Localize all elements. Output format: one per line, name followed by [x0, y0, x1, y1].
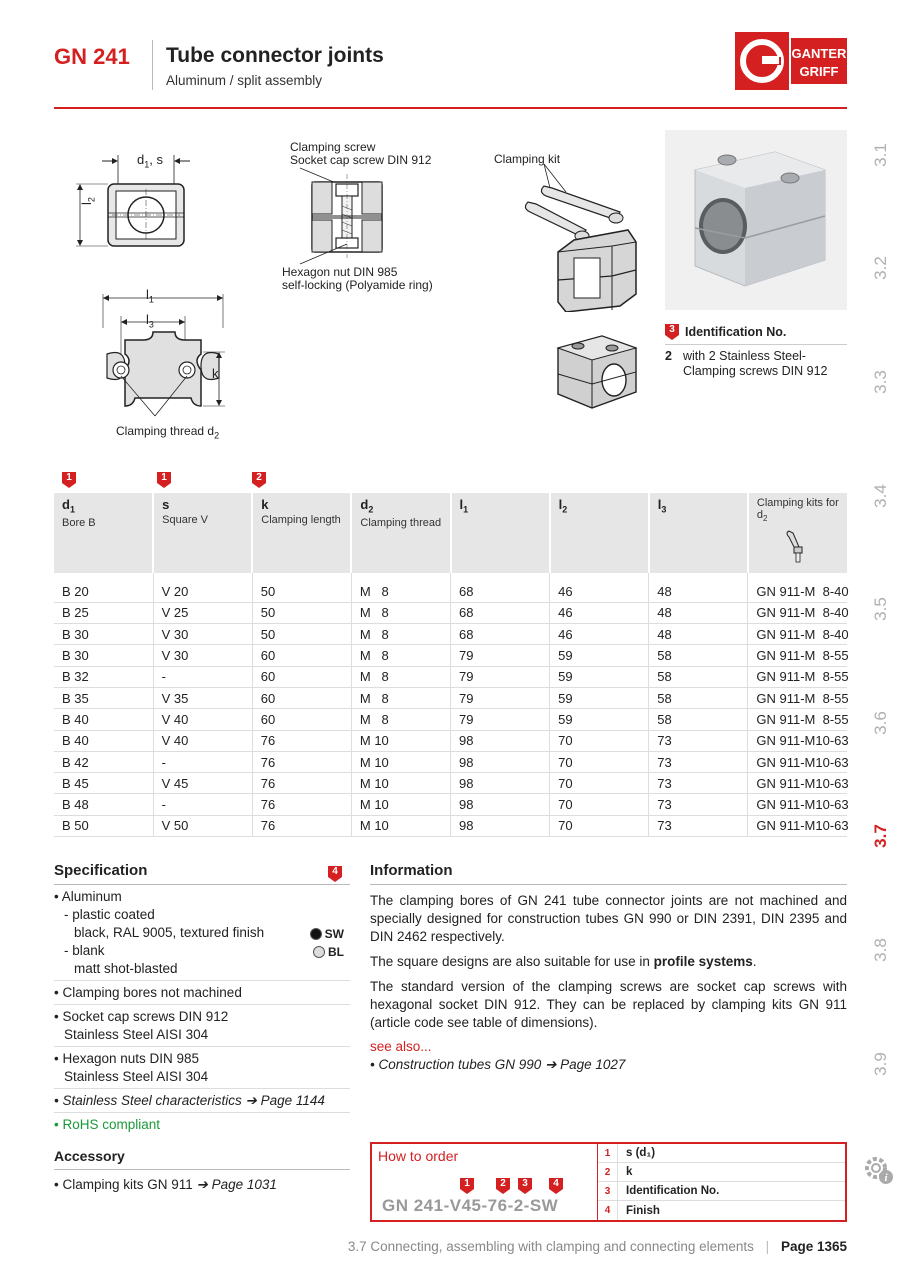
table-cell: B 25	[54, 602, 153, 623]
footer-separator: |	[765, 1239, 770, 1254]
table-row	[54, 773, 847, 794]
order-code: GN 241-V45-76-2-SW	[382, 1196, 559, 1215]
table-cell: V 20	[153, 581, 252, 602]
clamping-lever-icon	[785, 529, 839, 566]
footer-section: 3.7 Connecting, assembling with clamping and connecting elements	[347, 1239, 754, 1254]
table-row	[54, 751, 847, 772]
accessory-heading: Accessory	[54, 1148, 350, 1170]
drawing-section-view	[290, 166, 400, 271]
tab-3-8[interactable]: 3.8	[871, 938, 890, 962]
page-subtitle: Aluminum / split assembly	[166, 73, 323, 88]
specification-heading: Specification 4	[54, 862, 350, 885]
table-cell: GN 911-M10-63	[748, 751, 847, 772]
table-cell: 98	[451, 730, 550, 751]
page-title: Tube connector joints	[166, 44, 384, 67]
table-cell: 50	[252, 581, 351, 602]
table-cell: B 50	[54, 815, 153, 836]
page-footer	[348, 1239, 847, 1254]
table-body	[54, 573, 847, 837]
table-cell: V 50	[153, 815, 252, 836]
identification-title: Identification No.	[685, 325, 787, 339]
dim-l2: $l_2$	[79, 197, 97, 205]
table-cell: V 35	[153, 687, 252, 708]
table-cell: 50	[252, 602, 351, 623]
tab-3-3[interactable]: 3.3	[871, 370, 890, 394]
dim-d1-s: $d_1$, s	[137, 152, 163, 170]
table-cell: B 32	[54, 666, 153, 687]
table-cell: GN 911-M10-63	[748, 815, 847, 836]
table-row	[54, 666, 847, 687]
table-cell: GN 911-M 8-55	[748, 645, 847, 666]
table-cell: GN 911-M 8-40	[748, 581, 847, 602]
th-d2: $d_2$ Clamping thread	[351, 493, 450, 573]
table-cell: V 25	[153, 602, 252, 623]
how-to-order-box	[370, 1142, 847, 1222]
label-clamping-thread: Clamping thread $d_2$	[116, 424, 220, 441]
table-cell: B 40	[54, 730, 153, 751]
table-cell: 46	[550, 602, 649, 623]
finish-bl: BL	[313, 943, 344, 961]
table-row	[54, 624, 847, 645]
table-cell: GN 911-M 8-55	[748, 666, 847, 687]
header-rule	[54, 107, 847, 109]
table-cell: 58	[649, 645, 748, 666]
table-cell: 70	[550, 773, 649, 794]
finish-blank-dot-icon	[313, 946, 325, 958]
order-row: 3 Identification No.	[598, 1182, 845, 1201]
table-cell: B 35	[54, 687, 153, 708]
table-cell: B 45	[54, 773, 153, 794]
label-socket-cap: Socket cap screw DIN 912	[290, 153, 432, 167]
table-cell: 98	[451, 773, 550, 794]
table-cell: 68	[451, 581, 550, 602]
table-cell: 98	[451, 794, 550, 815]
table-cell: 46	[550, 581, 649, 602]
table-cell: B 20	[54, 581, 153, 602]
tab-3-2[interactable]: 3.2	[871, 256, 890, 280]
table-cell: M 8	[351, 645, 450, 666]
table-cell: 76	[252, 794, 351, 815]
table-cell: B 30	[54, 645, 153, 666]
table-cell: 48	[649, 581, 748, 602]
table-cell: 60	[252, 666, 351, 687]
order-row: 2 k	[598, 1163, 845, 1182]
order-badge-1-icon: 1	[460, 1178, 474, 1194]
table-cell: 48	[649, 602, 748, 623]
table-cell: 98	[451, 751, 550, 772]
table-cell: M 10	[351, 730, 450, 751]
dim-k: k	[212, 366, 219, 381]
finish-black-dot-icon	[310, 928, 322, 940]
table-row	[54, 730, 847, 751]
table-cell: 59	[550, 666, 649, 687]
identification-row	[665, 349, 847, 379]
label-clamping-kit: Clamping kit	[494, 152, 561, 166]
order-row: 1 s (d₁)	[598, 1144, 845, 1163]
table-cell: B 42	[54, 751, 153, 772]
spec-item-ss-characteristics[interactable]: • Stainless Steel characteristics ➔ Page 1144	[54, 1089, 350, 1113]
tab-3-6[interactable]: 3.6	[871, 711, 890, 735]
th-l3: $l_3$	[649, 493, 748, 573]
table-cell: M 8	[351, 581, 450, 602]
accessory-item: • Clamping kits GN 911 ➔ Page 1031	[54, 1177, 277, 1192]
dim-l1: $l_1$	[146, 287, 154, 305]
table-cell: -	[153, 751, 252, 772]
spec-item-socket: • Socket cap screws DIN 912 Stainless Steel AISI 304	[54, 1005, 350, 1047]
identification-key: 2	[665, 349, 672, 363]
table-cell: 70	[550, 751, 649, 772]
order-row: 4 Finish	[598, 1201, 845, 1220]
table-row	[54, 602, 847, 623]
table-cell: V 45	[153, 773, 252, 794]
table-cell: 60	[252, 645, 351, 666]
product-code: GN 241	[54, 44, 130, 69]
table-row	[54, 794, 847, 815]
tab-3-4[interactable]: 3.4	[871, 484, 890, 508]
th-d1: $d_1$ Bore B	[54, 493, 153, 573]
table-cell: M 10	[351, 815, 450, 836]
dim-l3: $l_3$	[146, 312, 154, 330]
table-cell: M 10	[351, 751, 450, 772]
table-cell: 76	[252, 730, 351, 751]
specification-section	[54, 862, 350, 1136]
table-cell: 73	[649, 773, 748, 794]
table-cell: GN 911-M10-63	[748, 730, 847, 751]
table-cell: B 30	[54, 624, 153, 645]
information-heading: Information	[370, 862, 847, 885]
order-title: How to order	[378, 1148, 459, 1164]
table-cell: 76	[252, 815, 351, 836]
table-cell: V 40	[153, 709, 252, 730]
drawing-product-iso	[552, 328, 642, 419]
table-cell: 79	[451, 645, 550, 666]
badge-3-icon: 3	[665, 324, 679, 340]
col-badge-d1: 1	[62, 472, 76, 493]
table-cell: 59	[550, 687, 649, 708]
table-cell: 59	[550, 709, 649, 730]
table-cell: 50	[252, 624, 351, 645]
info-paragraph-3: The standard version of the clamping screws are socket cap screws with hexagonal socket DIN 912. They can be replaced by clamping kits GN 911 (article code see table of dimensions).	[370, 979, 847, 1030]
table-cell: 48	[649, 624, 748, 645]
table-cell: 58	[649, 687, 748, 708]
table-cell: 58	[649, 666, 748, 687]
info-paragraph-2: The square designs are also suitable for use in profile systems.	[370, 954, 757, 969]
table-row	[54, 581, 847, 602]
table-cell: GN 911-M10-63	[748, 773, 847, 794]
gear-info-icon[interactable]	[862, 1153, 896, 1187]
th-l2: $l_2$	[550, 493, 649, 573]
table-cell: B 40	[54, 709, 153, 730]
table-cell: V 30	[153, 624, 252, 645]
th-clamping-kits: Clamping kits for $d_2$	[748, 493, 847, 573]
info-paragraph-1: The clamping bores of GN 241 tube connector joints are not machined and specially designed for construction tubes GN 990 or DIN 2391, DIN 2395 and DIN 2462 respectively.	[370, 893, 847, 944]
dimensions-table	[54, 493, 847, 837]
table-cell: M 8	[351, 624, 450, 645]
table-cell: B 48	[54, 794, 153, 815]
table-gap-row	[54, 573, 847, 581]
th-s: s Square V	[153, 493, 252, 573]
col-badge-k: 2	[252, 472, 266, 493]
specification-list	[54, 885, 350, 1136]
col-badge-s: 1	[157, 472, 171, 493]
table-cell: 58	[649, 709, 748, 730]
spec-item-aluminum: • Aluminum - plastic coated black, RAL 9005, textured finish SW - blank BL matt shot-blasted	[54, 885, 350, 981]
tab-3-9[interactable]: 3.9	[871, 1052, 890, 1076]
table-cell: GN 911-M 8-40	[748, 602, 847, 623]
table-cell: M 8	[351, 666, 450, 687]
table-cell: 70	[550, 794, 649, 815]
table-cell: -	[153, 794, 252, 815]
accessory-section	[54, 1148, 350, 1194]
spec-item-rohs: • RoHS compliant	[54, 1117, 161, 1132]
tab-3-5[interactable]: 3.5	[871, 597, 890, 621]
label-hex-nut: Hexagon nut DIN 985	[282, 265, 398, 279]
label-clamping-screw: Clamping screw	[290, 140, 376, 154]
table-cell: 79	[451, 666, 550, 687]
order-badge-3-icon: 3	[518, 1178, 532, 1194]
table-cell: 46	[550, 624, 649, 645]
table-cell: 79	[451, 687, 550, 708]
finish-sw: SW	[310, 925, 344, 943]
table-cell: 76	[252, 773, 351, 794]
table-cell: GN 911-M 8-55	[748, 687, 847, 708]
see-also-link[interactable]: • Construction tubes GN 990 ➔ Page 1027	[370, 1057, 626, 1072]
information-section	[370, 862, 847, 1073]
identification-text: with 2 Stainless Steel- Clamping screws DIN 912	[683, 349, 828, 378]
table-cell: GN 911-M 8-40	[748, 624, 847, 645]
table-cell: 70	[550, 730, 649, 751]
spec-item-bores: • Clamping bores not machined	[54, 981, 350, 1005]
svg-text:GRIFF: GRIFF	[799, 64, 839, 79]
table-cell: GN 911-M 8-55	[748, 709, 847, 730]
table-cell: 60	[252, 687, 351, 708]
identification-header	[665, 324, 847, 345]
table-row	[54, 709, 847, 730]
table-header-row	[54, 493, 847, 573]
table-row	[54, 815, 847, 836]
table-cell: V 40	[153, 730, 252, 751]
header-divider	[152, 40, 153, 90]
table-cell: 73	[649, 794, 748, 815]
see-also-heading: see also...	[370, 1039, 432, 1054]
table-cell: 76	[252, 751, 351, 772]
table-row	[54, 687, 847, 708]
table-cell: 68	[451, 624, 550, 645]
table-cell: -	[153, 666, 252, 687]
table-cell: 98	[451, 815, 550, 836]
accessory-link[interactable]: ➔ Page 1031	[196, 1177, 277, 1192]
order-legend	[597, 1144, 845, 1220]
svg-text:i: i	[884, 1172, 888, 1184]
th-k: k Clamping length	[252, 493, 351, 573]
table-cell: 73	[649, 730, 748, 751]
table-cell: 73	[649, 751, 748, 772]
table-cell: 73	[649, 815, 748, 836]
table-cell: V 30	[153, 645, 252, 666]
product-photo	[665, 130, 847, 315]
ganter-logo	[735, 32, 847, 90]
order-badge-4-icon: 4	[549, 1178, 563, 1194]
svg-text:GANTER: GANTER	[791, 46, 847, 61]
label-self-locking: self-locking (Polyamide ring)	[282, 278, 433, 292]
spec-item-hex: • Hexagon nuts DIN 985 Stainless Steel AISI 304	[54, 1047, 350, 1089]
table-cell: M 10	[351, 794, 450, 815]
table-row	[54, 645, 847, 666]
identification-box	[665, 324, 847, 379]
tab-3-1[interactable]: 3.1	[871, 143, 890, 167]
table-cell: 60	[252, 709, 351, 730]
table-cell: M 10	[351, 773, 450, 794]
table-cell: M 8	[351, 709, 450, 730]
table-cell: M 8	[351, 602, 450, 623]
table-cell: 59	[550, 645, 649, 666]
table-cell: 68	[451, 602, 550, 623]
table-cell: M 8	[351, 687, 450, 708]
drawing-front-view	[95, 288, 235, 433]
table-cell: 79	[451, 709, 550, 730]
th-l1: $l_1$	[451, 493, 550, 573]
tab-3-7[interactable]: 3.7	[871, 824, 890, 848]
order-left	[372, 1144, 597, 1220]
footer-page-number: Page 1365	[780, 1239, 847, 1254]
drawing-clamping-kit	[516, 162, 646, 317]
table-cell: GN 911-M10-63	[748, 794, 847, 815]
table-cell: 70	[550, 815, 649, 836]
order-badge-2-icon: 2	[496, 1178, 510, 1194]
badge-4-icon: 4	[328, 866, 342, 882]
